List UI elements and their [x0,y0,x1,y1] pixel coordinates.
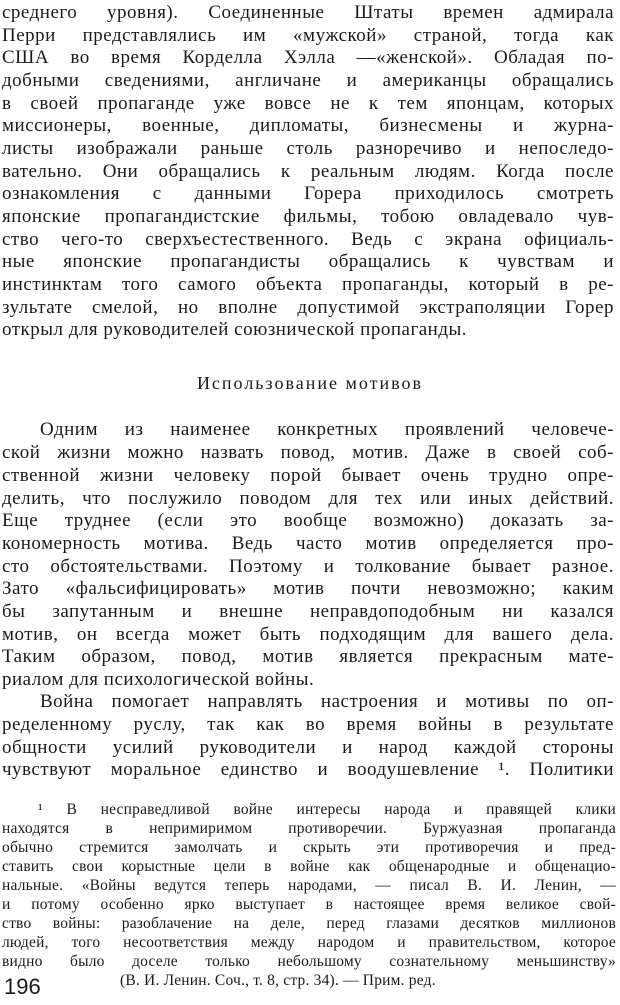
text-line: бы запутанным и внешне неправдоподобным ни казался [2,601,614,622]
footnote-line: обычно стремится замолчать и скрыть эти противоречия и пред- [2,839,616,856]
text-line: ознакомления с данными Горера приходилось смотреть [2,183,614,204]
text-line: Зато «фальсифицировать» мотив почти невозможно; каким [2,578,614,599]
text-line: ные японские пропагандисты обращались к чувствам и [2,251,614,272]
text-line: чувствуют моральное единство и воодушевление ¹. Политики [2,759,614,780]
text-line: зультате смелой, но вполне допустимой экстраполяции Горер [2,297,614,318]
page-number: 196 [4,974,41,999]
text-line: вательно. Они обращались к реальным людям. Когда после [2,161,614,182]
text-line: общности усилий руководители и народ каждой стороны [2,737,614,758]
text-line: мотив, он всегда может быть подходящим для вашего дела. [2,624,614,645]
footnote-line: ¹ В несправедливой войне интересы народа и правящей клики [38,801,616,818]
footnote-line: ство войны: разоблачение на деле, перед глазами десятков миллионов [2,915,616,932]
section-heading: Использование мотивов [196,373,424,393]
text-line: листы изображали раньше столь разноречиво и непоследо- [2,138,614,159]
text-line: японские пропагандистские фильмы, тобою овладевало чув- [2,206,614,227]
footnote-line: находятся в непримиримом противоречии. Буржуазная пропаганда [2,820,616,837]
text-line: сто обстоятельствами. Поэтому и толкование бывает разное. [2,556,614,577]
footnote-line: людей, того несоответствия между народом и правительством, которое [2,934,616,951]
text-line: открыл для руководителей союзнической пропаганды. [2,319,468,340]
footnote-line: (В. И. Ленин. Соч., т. 8, стр. 34). — Прим. ред. [120,972,436,989]
text-line: Одним из наименее конкретных проявлений человече- [40,419,614,440]
text-line: миссионеры, военные, дипломаты, бизнесмены и журна- [2,115,614,136]
text-line: инстинктам того самого объекта пропаганды, который в ре- [2,274,614,295]
text-line: Перри представлялись им «мужской» страной, тогда как [2,25,614,46]
footnote-line: видно было доселе только небольшому сознательному меньшинству» [2,953,616,970]
text-line: ство чего-то сверхъестественного. Ведь с экрана официаль- [2,229,614,250]
text-line: ской жизни можно назвать повод, мотив. Даже в своей соб- [2,442,614,463]
text-line: в своей пропаганде уже вовсе не к тем японцам, которых [2,93,614,114]
text-line: делить, что послужило поводом для тех или иных действий. [2,488,614,509]
text-line: кономерность мотива. Ведь часто мотив определяется про- [2,533,614,554]
text-line: среднего уровня). Соединенные Штаты времен адмирала [2,2,614,23]
text-line: ределенному руслу, так как во время войны в результате [2,714,614,735]
footnote-line: нальные. «Войны ведутся теперь народами, — писал В. И. Ленин, — [2,877,616,894]
footnote-line: ставить свои корыстные цели в войне как общенародные и общенацио- [2,858,616,875]
footnote-line: и потому особенно ярко выступает в настоящее время великое свой- [2,896,616,913]
text-line: риалом для психологической войны. [2,669,315,690]
text-line: Война помогает направлять настроения и мотивы по оп- [40,691,614,712]
text-line: Таким образом, повод, мотив является прекрасным мате- [2,646,614,667]
text-line: добными сведениями, англичане и американцы обращались [2,70,614,91]
text-line: США во время Корделла Хэлла —«женской». Обладая по- [2,47,614,68]
text-line: Еще труднее (если это вообще возможно) доказать за- [2,510,614,531]
text-line: ственной жизни человеку порой бывает очень трудно опре- [2,465,614,486]
